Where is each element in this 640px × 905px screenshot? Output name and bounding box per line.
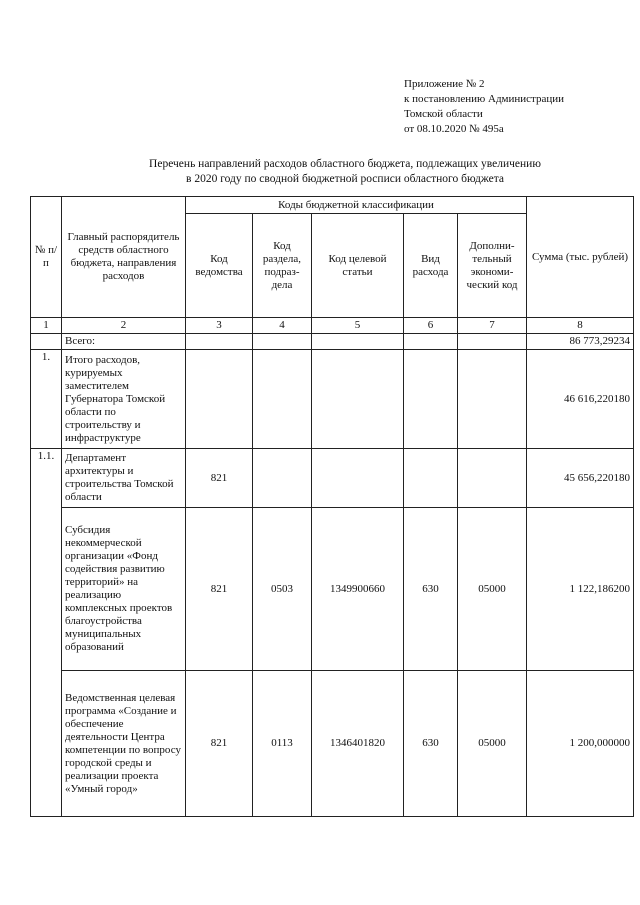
row-section [253,350,312,449]
row-target [312,449,404,508]
row-econ: 05000 [458,508,527,671]
expenses-table [30,196,634,817]
row-dept [186,350,253,449]
table-row [31,350,634,449]
title-line-1: Перечень направлений расходов областного бюджета, подлежащих увеличению [149,158,541,170]
table-row [31,449,634,508]
column-numbers-row [31,318,634,334]
col-number: 3 [186,318,253,334]
row-dept: 821 [186,671,253,817]
appendix-line-3: Томской области [404,108,483,120]
header-section: Код раздела, подраз-дела [253,214,312,318]
header-row-1 [31,197,634,214]
appendix-line-2: к постановлению Администрации [404,93,565,105]
appendix-line-1: Приложение № 2 [404,78,485,90]
col-number: 4 [253,318,312,334]
row-name: Итого расходов, курируемых заместителем Губернатора Томской области по строительству и инфраструктуре [62,350,186,449]
row-dept: 821 [186,449,253,508]
header-expense-type: Вид расхода [404,214,458,318]
header-num: № п/п [31,197,62,318]
row-name: Департамент архитектуры и строительства Томской области [62,449,186,508]
header-econ: Дополни-тельный экономи-ческий код [458,214,527,318]
col-number: 7 [458,318,527,334]
row-type [404,449,458,508]
row-sum: 45 656,220180 [527,449,634,508]
row-dept: 821 [186,508,253,671]
total-label: Всего: [62,334,186,350]
header-codes-group: Коды бюджетной классификации [186,197,527,214]
row-sum: 46 616,220180 [527,350,634,449]
row-sum: 1 200,000000 [527,671,634,817]
row-name: Субсидия некоммерческой организации «Фонд содействия развитию территорий» на реализацию комплексных проектов благоустройства муниципальных образований [62,508,186,671]
row-econ [458,449,527,508]
col-number: 8 [527,318,634,334]
table-row [31,508,634,671]
row-type [404,350,458,449]
row-target: 1346401820 [312,671,404,817]
row-target [312,350,404,449]
row-section: 0503 [253,508,312,671]
header-target: Код целевой статьи [312,214,404,318]
col-number: 5 [312,318,404,334]
title-line-2: в 2020 году по сводной бюджетной росписи областного бюджета [186,173,504,185]
row-num: 1. [31,350,62,449]
appendix-block [404,77,564,137]
row-econ: 05000 [458,671,527,817]
col-number: 2 [62,318,186,334]
col-number: 6 [404,318,458,334]
row-num: 1.1. [31,449,62,817]
row-section [253,449,312,508]
total-row [31,334,634,350]
header-dept: Код ведомства [186,214,253,318]
table-row [31,671,634,817]
header-main: Главный распорядитель средств областного бюджета, направления расходов [62,197,186,318]
header-sum: Сумма (тыс. рублей) [527,197,634,318]
row-type: 630 [404,671,458,817]
row-target: 1349900660 [312,508,404,671]
row-name: Ведомственная целевая программа «Создание и обеспечение деятельности Центра компетенции по вопросу городской среды и реализации проекта «Умный город» [62,671,186,817]
total-sum: 86 773,29234 [527,334,634,350]
row-econ [458,350,527,449]
row-type: 630 [404,508,458,671]
appendix-line-4: от 08.10.2020 № 495а [404,123,504,135]
row-section: 0113 [253,671,312,817]
row-sum: 1 122,186200 [527,508,634,671]
document-title [60,157,630,187]
col-number: 1 [31,318,62,334]
